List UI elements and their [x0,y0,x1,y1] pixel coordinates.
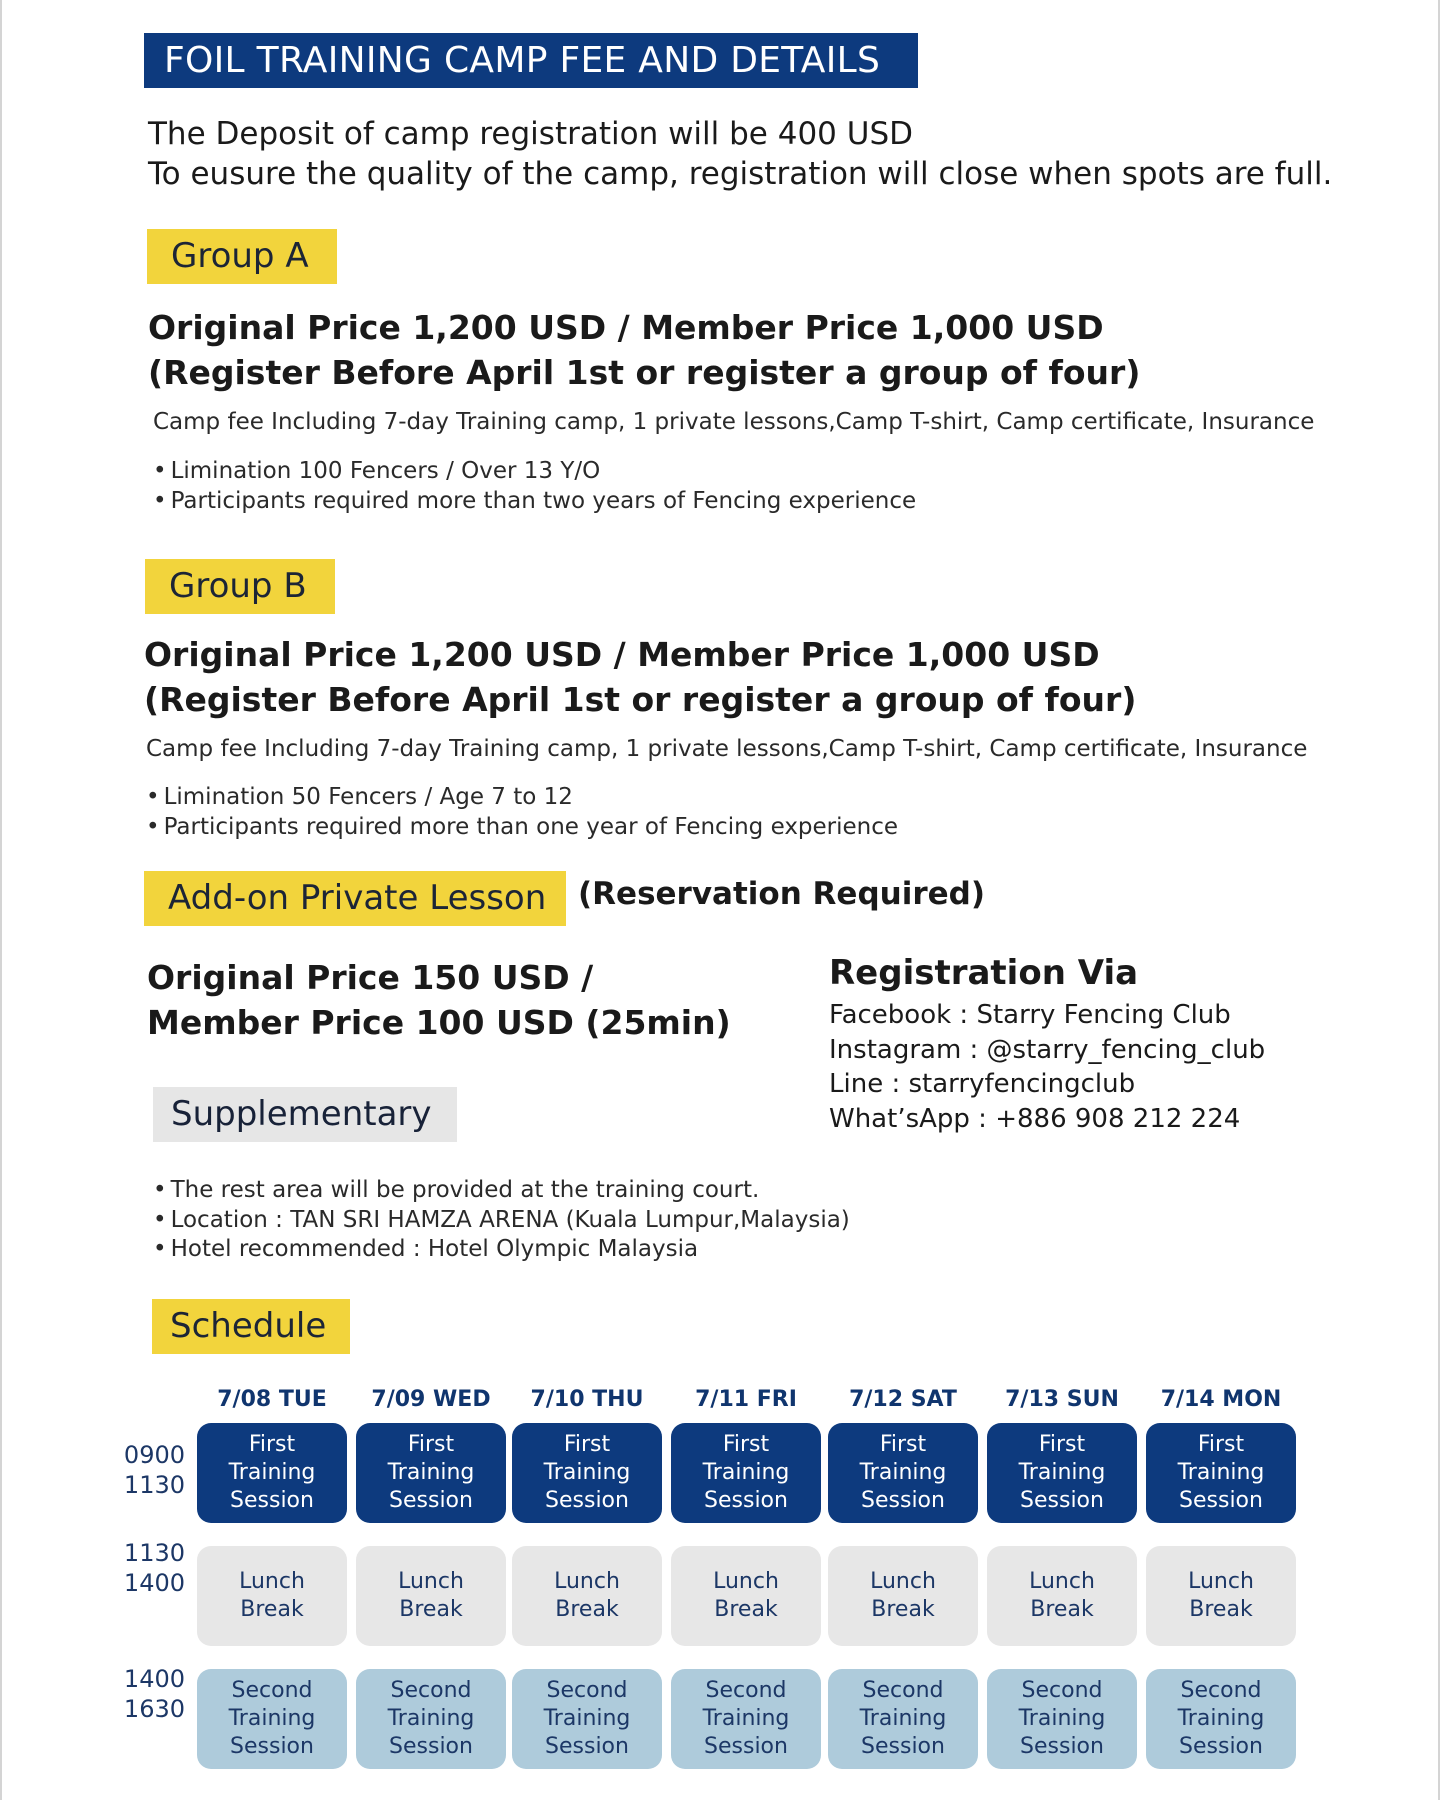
time-end: 1400 [123,1569,185,1597]
second-session-cell: Second Training Session [828,1669,978,1769]
whatsapp-contact: What’sApp : +886 908 212 224 [829,1103,1241,1134]
registration-contacts [829,998,1265,1136]
quality-line: To eusure the quality of the camp, registration will close when spots are full. [148,156,1333,192]
first-session-cell: First Training Session [828,1423,978,1523]
group-a-bullet: • Limination 100 Fencers / Over 13 Y/O [153,456,916,486]
lunch-break-cell: Lunch Break [1146,1546,1296,1646]
addon-price-line2: Member Price 100 USD (25min) [147,1003,731,1042]
group-a-tag: Group A [147,229,337,284]
registration-title: Registration Via [829,953,1139,993]
second-session-cell: Second Training Session [197,1669,347,1769]
group-a-price-line1: Original Price 1,200 USD / Member Price 1,000 USD [148,308,1104,347]
second-session-cell: Second Training Session [512,1669,662,1769]
day-header: 7/08 TUE [217,1387,327,1412]
first-session-cell: First Training Session [1146,1423,1296,1523]
addon-tag: Add-on Private Lesson [144,871,566,926]
instagram-contact: Instagram : @starry_fencing_club [829,1034,1266,1065]
time-end: 1130 [123,1471,185,1499]
time-start: 1130 [123,1539,185,1567]
day-header: 7/10 THU [530,1387,644,1412]
supplementary-bullet: • Hotel recommended : Hotel Olympic Malaysia [153,1235,850,1265]
day-header: 7/13 SUN [1005,1387,1119,1412]
group-a-bullet: • Participants required more than two years of Fencing experience [153,486,916,516]
group-b-includes: Camp fee Including 7-day Training camp, 1 private lessons,Camp T-shirt, Camp certificate, Insurance [146,736,1308,762]
lunch-break-cell: Lunch Break [671,1546,821,1646]
first-session-cell: First Training Session [356,1423,506,1523]
lunch-break-cell: Lunch Break [512,1546,662,1646]
time-start: 0900 [123,1441,185,1469]
second-session-cell: Second Training Session [671,1669,821,1769]
supplementary-bullets [153,1176,850,1265]
second-session-cell: Second Training Session [987,1669,1137,1769]
first-session-cell: First Training Session [671,1423,821,1523]
group-a-price [148,305,1140,395]
second-session-cell: Second Training Session [356,1669,506,1769]
deposit-line: The Deposit of camp registration will be 400 USD [148,116,913,152]
day-header: 7/11 FRI [695,1387,797,1412]
page-title: FOIL TRAINING CAMP FEE AND DETAILS [144,33,918,88]
time-end: 1630 [123,1695,185,1723]
intro-text [148,114,1332,194]
group-b-price-line1: Original Price 1,200 USD / Member Price 1,000 USD [144,635,1100,674]
supplementary-bullet: • Location : TAN SRI HAMZA ARENA (Kuala Lumpur,Malaysia) [153,1206,850,1236]
group-b-price [144,632,1136,722]
supplementary-bullet: • The rest area will be provided at the training court. [153,1176,850,1206]
group-b-bullet: • Limination 50 Fencers / Age 7 to 12 [146,782,898,812]
lunch-break-cell: Lunch Break [356,1546,506,1646]
day-header: 7/14 MON [1160,1387,1282,1412]
first-session-cell: First Training Session [512,1423,662,1523]
supplementary-tag: Supplementary [153,1087,457,1142]
day-header: 7/09 WED [371,1387,491,1412]
group-a-includes: Camp fee Including 7-day Training camp, 1 private lessons,Camp T-shirt, Camp certificate, Insurance [153,409,1315,435]
second-session-cell: Second Training Session [1146,1669,1296,1769]
reservation-note: (Reservation Required) [578,876,986,912]
day-header: 7/12 SAT [849,1387,957,1412]
group-a-price-line2: (Register Before April 1st or register a group of four) [148,353,1141,392]
group-b-bullets [146,782,898,842]
lunch-break-cell: Lunch Break [828,1546,978,1646]
lunch-break-cell: Lunch Break [197,1546,347,1646]
lunch-break-cell: Lunch Break [987,1546,1137,1646]
group-b-tag: Group B [145,559,335,614]
time-label [115,1538,185,1598]
time-start: 1400 [123,1665,185,1693]
line-contact: Line : starryfencingclub [829,1069,1136,1099]
time-label [115,1664,185,1724]
first-session-cell: First Training Session [987,1423,1137,1523]
addon-price [147,955,731,1045]
group-b-bullet: • Participants required more than one year of Fencing experience [146,812,898,842]
group-a-bullets [153,456,916,516]
group-b-price-line2: (Register Before April 1st or register a group of four) [144,680,1137,719]
addon-price-line1: Original Price 150 USD / [147,958,594,997]
facebook-contact: Facebook : Starry Fencing Club [829,1000,1231,1030]
first-session-cell: First Training Session [197,1423,347,1523]
time-label [115,1440,185,1500]
schedule-tag: Schedule [152,1299,350,1354]
